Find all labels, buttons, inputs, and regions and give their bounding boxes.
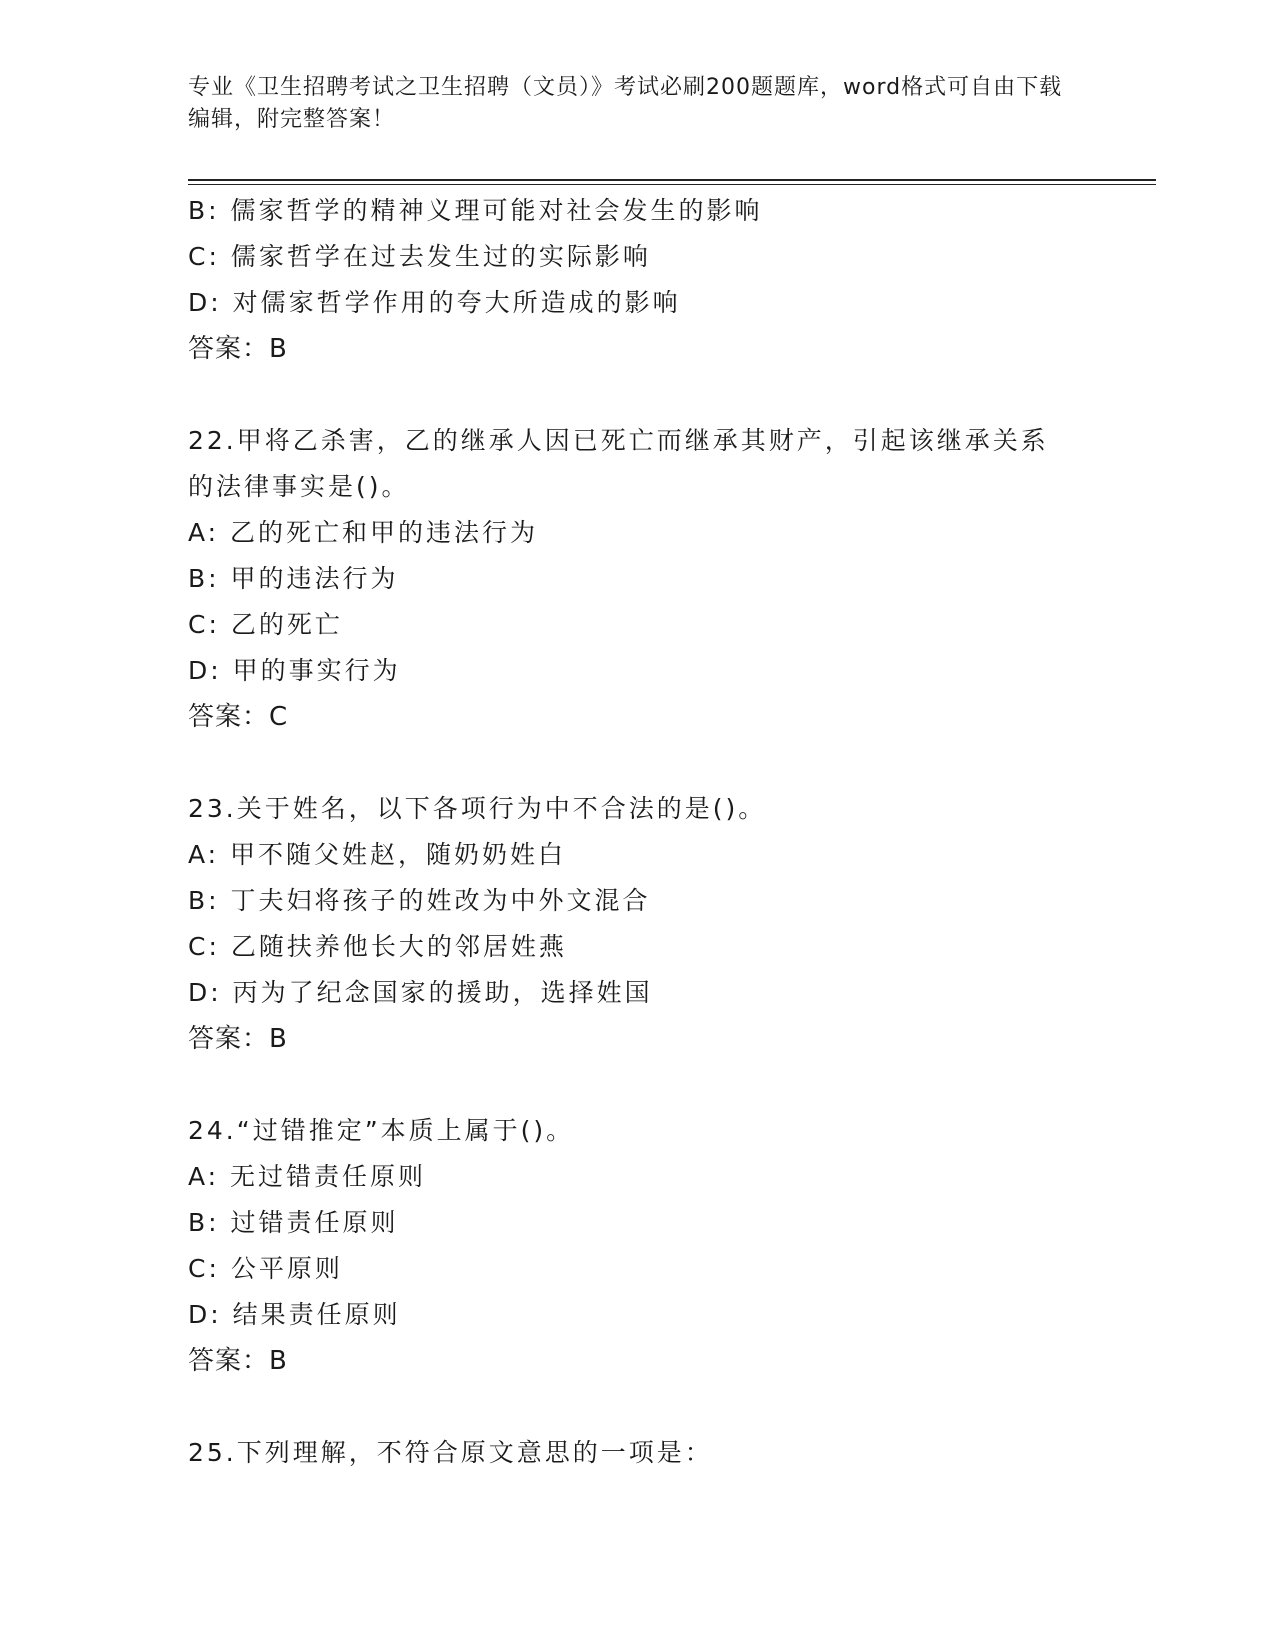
option-b: B: 过错责任原则	[188, 1208, 399, 1237]
answer-line: 答案：B	[188, 1024, 288, 1054]
option-d: D: 甲的事实行为	[188, 656, 401, 685]
header-title: 专业《卫生招聘考试之卫生招聘（文员）》考试必刷200题题库，word格式可自由下载编辑，附完整答案！	[188, 75, 1063, 132]
header-divider-thick	[188, 179, 1156, 181]
spacer	[188, 372, 1108, 418]
question-list	[188, 188, 1108, 1476]
option-d: D: 结果责任原则	[188, 1300, 401, 1329]
question-stem: 22.甲将乙杀害，乙的继承人因已死亡而继承其财产，引起该继承关系	[188, 426, 1049, 455]
option-b: B: 丁夫妇将孩子的姓改为中外文混合	[188, 886, 651, 915]
document-header	[188, 72, 1068, 136]
answer-line: 答案：C	[188, 702, 289, 732]
option-b: B: 儒家哲学的精神义理可能对社会发生的影响	[188, 196, 763, 225]
header-divider-thin	[188, 184, 1156, 185]
answer-line: 答案：B	[188, 1346, 288, 1376]
question-stem-continued: 的法律事实是()。	[188, 472, 410, 501]
option-d: D: 对儒家哲学作用的夸大所造成的影响	[188, 288, 681, 317]
spacer	[188, 1384, 1108, 1430]
question-stem: 24.“过错推定”本质上属于()。	[188, 1116, 575, 1145]
question-block-23	[188, 786, 1108, 1062]
spacer	[188, 1062, 1108, 1108]
question-block-24	[188, 1108, 1108, 1384]
option-c: C: 乙随扶养他长大的邻居姓燕	[188, 932, 567, 961]
option-a: A: 无过错责任原则	[188, 1162, 427, 1191]
question-block-25	[188, 1430, 1108, 1476]
question-block-21	[188, 188, 1108, 372]
option-b: B: 甲的违法行为	[188, 564, 399, 593]
question-block-22	[188, 418, 1108, 740]
spacer	[188, 740, 1108, 786]
option-a: A: 甲不随父姓赵，随奶奶姓白	[188, 840, 567, 869]
option-c: C: 儒家哲学在过去发生过的实际影响	[188, 242, 651, 271]
question-stem: 23.关于姓名，以下各项行为中不合法的是()。	[188, 794, 767, 823]
option-d: D: 丙为了纪念国家的援助，选择姓国	[188, 978, 653, 1007]
option-a: A: 乙的死亡和甲的违法行为	[188, 518, 539, 547]
question-stem: 25.下列理解，不符合原文意思的一项是：	[188, 1438, 713, 1467]
option-c: C: 乙的死亡	[188, 610, 343, 639]
option-c: C: 公平原则	[188, 1254, 343, 1283]
answer-line: 答案：B	[188, 334, 288, 364]
